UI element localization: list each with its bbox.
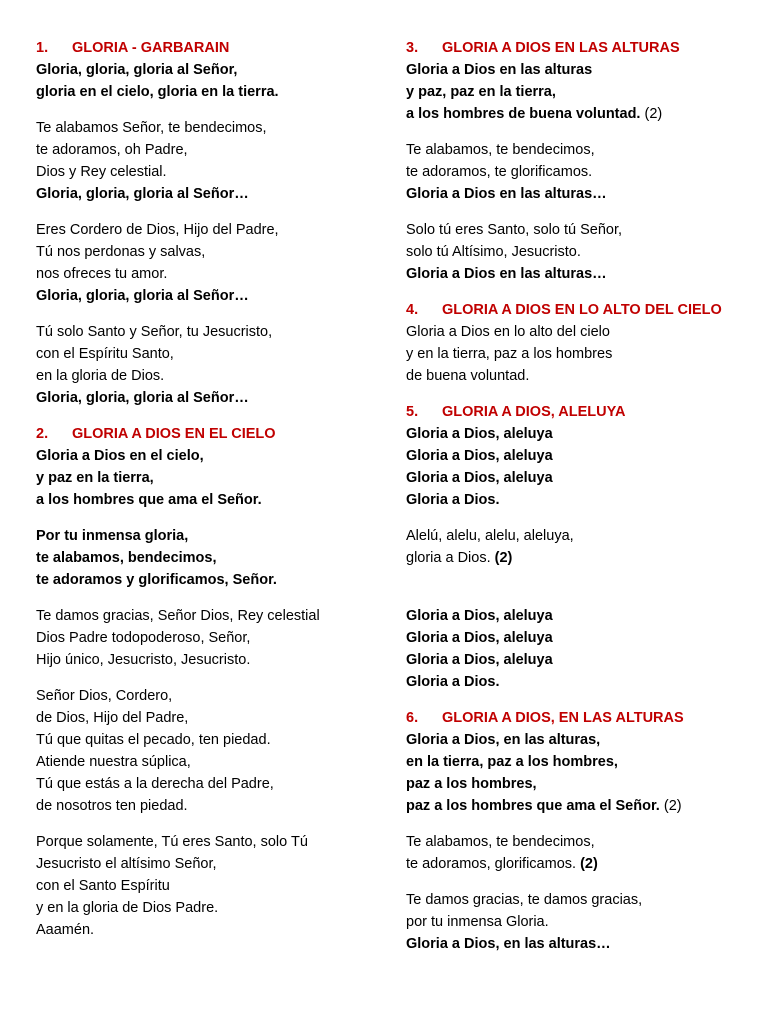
lyric-line [36,751,381,773]
stanza [406,525,751,591]
lyric-line [36,241,381,263]
song-block [36,37,381,409]
lyric-line [406,773,751,795]
lyric-text: gloria en el cielo, gloria en la tierra. [36,84,279,100]
lyric-text: te alabamos, bendecimos, [36,550,217,566]
song-title-text: GLORIA A DIOS EN LAS ALTURAS [442,40,680,56]
lyric-line [406,911,751,933]
stanza [406,729,751,817]
lyric-text: Gloria a Dios, en las alturas, [406,732,601,748]
lyric-line [406,241,751,263]
lyric-text: Gloria a Dios, aleluya [406,652,553,668]
song-title-text: GLORIA - GARBARAIN [72,40,230,56]
lyric-text: Dios y Rey celestial. [36,164,167,180]
lyric-text: Solo tú eres Santo, solo tú Señor, [406,222,623,238]
song-title [406,707,751,729]
song-block [406,707,751,955]
lyric-line [406,605,751,627]
lyric-line [406,81,751,103]
lyric-line [406,569,751,591]
lyric-text: Gloria, gloria, gloria al Señor… [36,390,249,406]
lyric-text: Gloria a Dios en las alturas [406,62,593,78]
lyric-text: Gloria a Dios. [406,492,500,508]
stanza [406,423,751,511]
song-block [406,37,751,285]
lyric-line [406,525,751,547]
lyric-text: y en la gloria de Dios Padre. [36,900,219,916]
lyric-line [36,547,381,569]
lyric-line [36,117,381,139]
lyric-line [36,387,381,409]
lyric-text: Gloria a Dios, aleluya [406,630,553,646]
lyric-line [406,445,751,467]
lyric-text: Gloria a Dios en lo alto del cielo [406,324,610,340]
right-column [406,37,751,955]
lyric-line [406,933,751,955]
song-title [36,423,381,445]
song-block [36,423,381,941]
lyric-text: de Dios, Hijo del Padre, [36,710,189,726]
lyric-text: Te damos gracias, Señor Dios, Rey celestial [36,608,320,624]
song-title-text: GLORIA A DIOS EN EL CIELO [72,426,276,442]
lyric-text: te adoramos, te glorificamos. [406,164,593,180]
lyric-line [406,649,751,671]
lyric-line [36,707,381,729]
lyric-line [36,489,381,511]
lyric-line [36,897,381,919]
lyric-text: Gloria a Dios, aleluya [406,448,553,464]
lyric-line [406,263,751,285]
lyric-line [36,773,381,795]
lyric-text: Atiende nuestra súplica, [36,754,191,770]
lyric-line [36,853,381,875]
song-number: 3. [406,40,419,56]
lyric-line [36,139,381,161]
lyric-line [406,853,751,875]
lyric-text: te adoramos, oh Padre, [36,142,188,158]
lyric-text: Señor Dios, Cordero, [36,688,173,704]
stanza [36,685,381,817]
lyric-text: con el Santo Espíritu [36,878,170,894]
lyric-text: de nosotros ten piedad. [36,798,188,814]
lyric-text: Te alabamos, te bendecimos, [406,142,595,158]
lyric-line [406,489,751,511]
lyric-line [406,795,751,817]
lyric-line [406,365,751,387]
lyric-text: Tú que quitas el pecado, ten piedad. [36,732,271,748]
lyric-text: Alelú, alelu, alelu, aleluya, [406,528,574,544]
stanza [36,59,381,103]
song-number: 6. [406,710,419,726]
lyric-text: y paz en la tierra, [36,470,154,486]
lyric-line [36,649,381,671]
lyric-text: Gloria a Dios en el cielo, [36,448,204,464]
lyric-line [36,685,381,707]
lyric-line [36,263,381,285]
lyric-line [36,161,381,183]
song-title-text: GLORIA A DIOS, ALELUYA [442,404,626,420]
lyric-text: Aaamén. [36,922,95,938]
lyric-text: Gloria, gloria, gloria al Señor… [36,186,249,202]
stanza [36,219,381,307]
lyric-text: Por tu inmensa gloria, [36,528,189,544]
lyric-line [36,525,381,547]
lyric-line [406,59,751,81]
lyric-line [36,729,381,751]
lyric-text: con el Espíritu Santo, [36,346,174,362]
lyric-line [36,795,381,817]
stanza [406,139,751,205]
lyric-text: Gloria a Dios, aleluya [406,426,553,442]
lyric-text: Tú nos perdonas y salvas, [36,244,206,260]
lyric-text: Jesucristo el altísimo Señor, [36,856,217,872]
lyric-text: Tú solo Santo y Señor, tu Jesucristo, [36,324,273,340]
lyric-line [36,321,381,343]
song-title-text: GLORIA A DIOS EN LO ALTO DEL CIELO [442,302,722,318]
stanza [36,321,381,409]
lyric-text: nos ofreces tu amor. [36,266,168,282]
lyric-text: Tú que estás a la derecha del Padre, [36,776,274,792]
lyric-line [406,139,751,161]
repeat-marker: (2) [659,798,682,814]
lyric-line [406,321,751,343]
stanza [36,831,381,941]
lyric-text: Hijo único, Jesucristo, Jesucristo. [36,652,251,668]
lyric-line [36,605,381,627]
repeat-marker: (2) [576,856,598,872]
lyric-text: de buena voluntad. [406,368,530,384]
lyric-line [406,627,751,649]
stanza [406,219,751,285]
lyric-line [36,285,381,307]
lyric-text: y paz, paz en la tierra, [406,84,556,100]
stanza [36,117,381,205]
lyric-line [406,729,751,751]
lyric-line [36,343,381,365]
lyric-line [36,467,381,489]
lyric-text: solo tú Altísimo, Jesucristo. [406,244,581,260]
lyric-text: Porque solamente, Tú eres Santo, solo Tú [36,834,308,850]
stanza [36,605,381,671]
repeat-marker: (2) [490,550,513,566]
lyric-text: Gloria, gloria, gloria al Señor, [36,62,238,78]
song-title [406,401,751,423]
lyric-text: y en la tierra, paz a los hombres [406,346,613,362]
song-number: 2. [36,426,49,442]
stanza [36,445,381,511]
lyric-line [36,183,381,205]
lyric-text: te adoramos, glorificamos. [406,856,577,872]
song-block [406,299,751,387]
lyric-text: Gloria a Dios en las alturas… [406,266,607,282]
lyric-line [406,103,751,125]
stanza [36,525,381,591]
lyric-line [36,831,381,853]
song-number: 5. [406,404,419,420]
lyric-text: Gloria a Dios, en las alturas… [406,936,611,952]
lyric-line [36,627,381,649]
lyric-line [36,919,381,941]
lyric-line [406,751,751,773]
left-column [36,37,381,941]
lyric-text: Te alabamos Señor, te bendecimos, [36,120,267,136]
lyric-line [36,365,381,387]
song-number: 4. [406,302,419,318]
lyric-line [406,547,751,569]
lyric-line [36,219,381,241]
lyric-text: Gloria a Dios en las alturas… [406,186,607,202]
stanza [406,321,751,387]
lyric-line [406,671,751,693]
lyric-line [406,423,751,445]
song-title [406,37,751,59]
song-title [36,37,381,59]
lyric-line [36,59,381,81]
lyric-line [36,569,381,591]
lyric-text: Eres Cordero de Dios, Hijo del Padre, [36,222,279,238]
lyric-text: a los hombres de buena voluntad. [406,106,641,122]
lyric-text: Te damos gracias, te damos gracias, [406,892,643,908]
lyric-text: paz a los hombres que ama el Señor. [406,798,660,814]
song-block [406,401,751,693]
song-title-text: GLORIA A DIOS, EN LAS ALTURAS [442,710,684,726]
lyric-text: te adoramos y glorificamos, Señor. [36,572,277,588]
stanza [406,605,751,693]
lyric-text: Gloria a Dios, aleluya [406,608,553,624]
lyric-text: paz a los hombres, [406,776,537,792]
lyric-text: en la tierra, paz a los hombres, [406,754,618,770]
lyric-line [406,831,751,853]
lyric-line [406,161,751,183]
lyric-text: a los hombres que ama el Señor. [36,492,262,508]
lyric-line [406,467,751,489]
lyric-line [406,219,751,241]
song-number: 1. [36,40,49,56]
lyric-text: por tu inmensa Gloria. [406,914,549,930]
lyric-line [406,343,751,365]
stanza [406,831,751,875]
lyric-text: gloria a Dios. [406,550,491,566]
lyric-text: en la gloria de Dios. [36,368,165,384]
repeat-marker: (2) [640,106,663,122]
lyric-line [36,81,381,103]
stanza [406,59,751,125]
lyric-text: Dios Padre todopoderoso, Señor, [36,630,251,646]
lyric-text: Te alabamos, te bendecimos, [406,834,595,850]
song-title [406,299,751,321]
lyric-text: Gloria a Dios, aleluya [406,470,553,486]
lyric-line [36,875,381,897]
lyric-text: Gloria a Dios. [406,674,500,690]
lyric-line [406,183,751,205]
lyric-line [406,889,751,911]
stanza [406,889,751,955]
lyric-line [36,445,381,467]
lyric-text: Gloria, gloria, gloria al Señor… [36,288,249,304]
